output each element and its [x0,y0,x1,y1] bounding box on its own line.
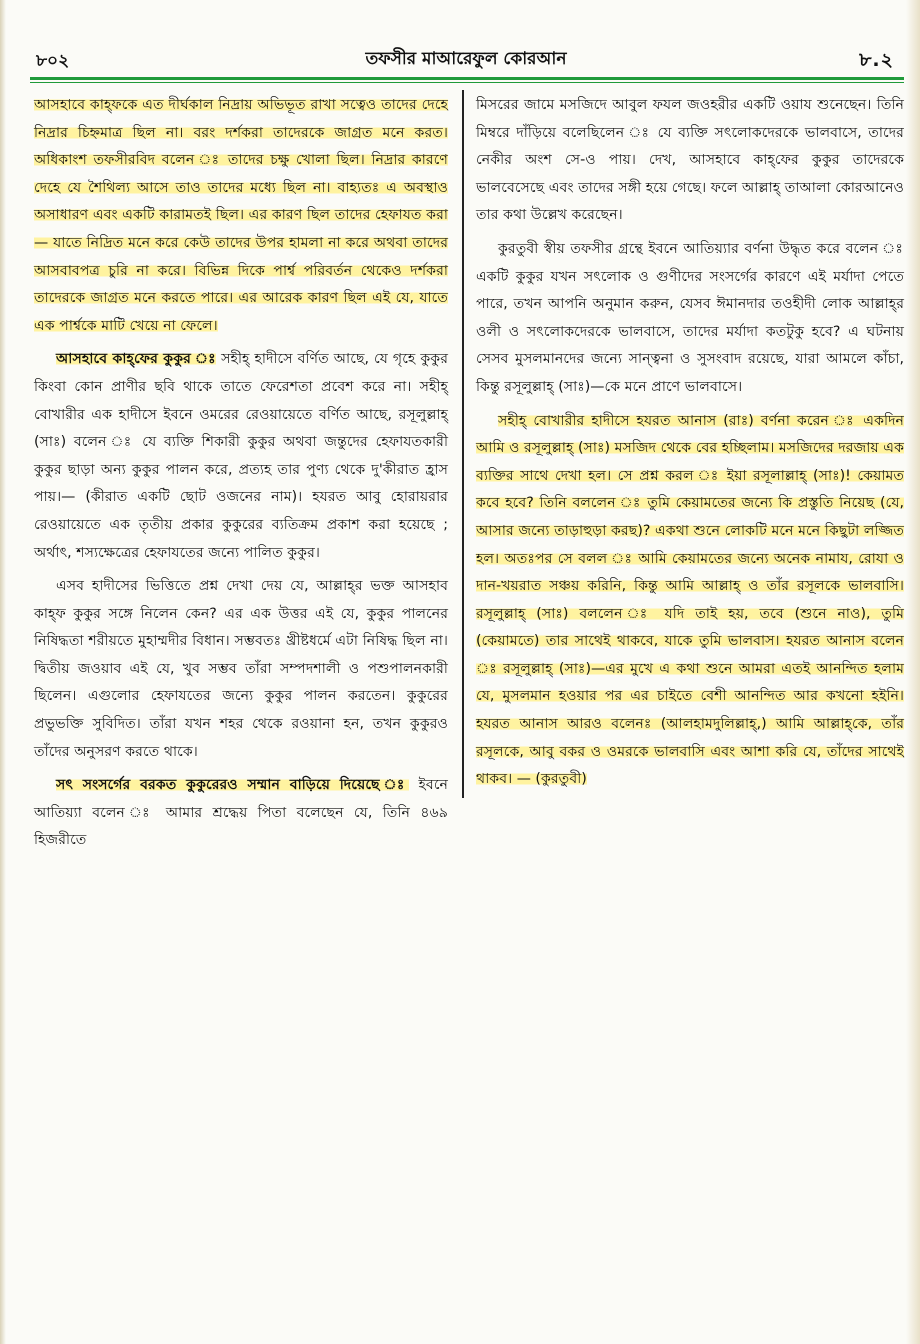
section-heading: আসহাবে কাহ্‌ফের কুকুর ঃ [56,351,217,368]
column-divider [462,90,464,798]
paragraph: এসব হাদীসের ভিত্তিতে প্রশ্ন দেখা দেয় যে, আল্লাহ্‌র ভক্ত আসহাব কাহ্‌ফ কুকুর সঙ্গে নিলেন কেন? এর এক উত্তর এই যে, কুকুর পালনের নিষিদ্ধতা শরীয়তে মুহাম্মদীর বিধান। সম্ভবতঃ খ্রীষ্টধর্মে এটা নিষিদ্ধ ছিল না। দ্বিতীয় জওয়াব এই যে, খুব সম্ভব তাঁরা সম্পদশালী ও পশুপালনকারী ছিলেন। এগুলোর হেফাযতের জন্যে কুকুর পালন করতেন। কুকুরের প্রভুভক্তি সুবিদিত। তাঁরা যখন শহর থেকে রওয়ানা হন, তখন কুকুরও তাঁদের অনুসরণ করতে থাকে। [34,578,448,760]
header-rule-thin [30,82,904,83]
page-number-left: ৮০২ [36,51,70,71]
paragraph: কুরতুবী স্বীয় তফসীর গ্রন্থে ইবনে আতিয়্যার বর্ণনা উদ্ধৃত করে বলেন ঃ একটি কুকুর যখন সৎলোক ও গুণীদের সংসর্গের কারণে এই মর্যাদা পেতে পারে, তখন আপনি অনুমান করুন, যেসব ঈমানদার তওহীদী লোক আল্লাহ্‌র ওলী ও সৎলোকদেরকে ভালবাসে, তাদের মর্যাদা কতটুকু হবে? এ ঘটনায় সেসব মুসলমানদের জন্যে সান্ত্বনা ও সুসংবাদ রয়েছে, যারা আমলে কাঁচা, কিন্তু রসূলুল্লাহ্‌ (সাঃ)—কে মনে প্রাণে ভালবাসে। [476,240,904,395]
running-title: তফসীর মাআরেফুল কোরআন [365,49,567,69]
page-edge-shadow-left [0,0,6,1344]
right-column [476,92,904,794]
section-heading: সৎ সংসর্গের বরকত কুকুরেরও সম্মান বাড়িয়ে দিয়েছে ঃ [56,777,410,794]
paragraph: আসহাবে কাহ্‌ফকে এত দীর্ঘকাল নিদ্রায় অভিভূত রাখা সত্বেও তাদের দেহে নিদ্রার চিহ্নমাত্র ছিল না। বরং দর্শকরা তাদেরকে জাগ্রত মনে করত। অধিকাংশ তফসীরবিদ বলেন ঃ তাদের চক্ষু খোলা ছিল। নিদ্রার কারণে দেহে যে শৈথিল্য আসে তাও তাদের মধ্যে ছিল না। বাহ্যতঃ এ অবস্থাও অসাধারণ এবং একটি কারামতই ছিল। এর কারণ ছিল তাদের হেফাযত করা — যাতে নিদ্রিত মনে করে কেউ তাদের উপর হামলা না করে অথবা তাদের আসবাবপত্র চুরি না করে। বিভিন্ন দিকে পার্শ্ব পরিবর্তন থেকেও দর্শকরা তাদেরকে জাগ্রত মনে করতে পারে। এর আরেক কারণ ছিল এই যে, যাতে এক পার্শ্বকে মাটি খেয়ে না ফেলে। [34,97,448,334]
paragraph: সৎ সংসর্গের বরকত কুকুরেরও সম্মান বাড়িয়ে দিয়েছে ঃ ইবনে আতিয়্যা বলেন ঃ আমার শ্রদ্ধেয় পিতা বলেছেন যে, তিনি ৪৬৯ হিজরীতে [34,777,448,849]
paragraph: আসহাবে কাহ্‌ফের কুকুর ঃ সহীহ্‌ হাদীসে বর্ণিত আছে, যে গৃহে কুকুর কিংবা কোন প্রাণীর ছবি থাকে তাতে ফেরেশতা প্রবেশ করে না। সহীহ্‌ বোখারীর এক হাদীসে ইবনে ওমরের রেওয়ায়েতে বর্ণিত আছে, রসূলুল্লাহ্‌ (সাঃ) বলেন ঃ যে ব্যক্তি শিকারী কুকুর অথবা জন্তুদের হেফাযতকারী কুকুর ছাড়া অন্য কুকুর পালন করে, প্রত্যহ তার পুণ্য থেকে দু'কীরাত হ্রাস পায়।— (কীরাত একটি ছোট ওজনের নাম)। হযরত আবু হোরায়রার রেওয়ায়েতে এক তৃতীয় প্রকার কুকুরের ব্যতিক্রম প্রকাশ করা হয়েছে ; অর্থাৎ, শস্যক্ষেত্রের হেফাযতের জন্যে পালিত কুকুর। [34,351,448,561]
running-header [30,44,902,74]
page-number-right: ৮.২ [859,49,894,71]
page-edge-shadow-right [906,0,920,1344]
paragraph: মিসরের জামে মসজিদে আবুল ফযল জওহরীর একটি ওয়ায শুনেছেন। তিনি মিম্বরে দাঁড়িয়ে বলেছিলেন ঃ যে ব্যক্তি সৎলোকদেরকে ভালবাসে, তাদের নেকীর অংশ সে-ও পায়। দেখ, আসহাবে কাহ্‌ফের কুকুর তাদেরকে ভালবেসেছে এবং তাদের সঙ্গী হয়ে গেছে। ফলে আল্লাহ্‌ তাআলা কোরআনেও তার কথা উল্লেখ করেছেন। [476,97,904,224]
header-rule [30,77,904,80]
paragraph: সহীহ্‌ বোখারীর হাদীসে হযরত আনাস (রাঃ) বর্ণনা করেন ঃ একদিন আমি ও রসূলুল্লাহ্‌ (সাঃ) মসজিদ থেকে বের হচ্ছিলাম। মসজিদের দরজায় এক ব্যক্তির সাথে দেখা হল। সে প্রশ্ন করল ঃ ইয়া রসূলাল্লাহ্‌ (সাঃ)! কেয়ামত কবে হবে? তিনি বললেন ঃ তুমি কেয়ামতের জন্যে কি প্রস্তুতি নিয়েছ (যে, আসার জন্যে তাড়াহুড়া করছ)? একথা শুনে লোকটি মনে মনে কিছুটা লজ্জিত হল। অতঃপর সে বলল ঃ আমি কেয়ামতের জন্যে অনেক নামায, রোযা ও দান-খয়রাত সঞ্চয় করিনি, কিন্তু আমি আল্লাহ্‌ ও তাঁর রসূলকে ভালবাসি। রসূলুল্লাহ্‌ (সাঃ) বললেন ঃ যদি তাই হয়, তবে (শুনে নাও), তুমি (কেয়ামতে) তার সাথেই থাকবে, যাকে তুমি ভালবাস। হযরত আনাস বলেন ঃ রসূলুল্লাহ্‌ (সাঃ)—এর মুখে এ কথা শুনে আমরা এতই আনন্দিত হলাম যে, মুসলমান হওয়ার পর এর চাইতে বেশী আনন্দিত আর কখনো হইনি। হযরত আনাস আরও বলেনঃ (আলহামদুলিল্লাহ্‌,) আমি আল্লাহ্‌কে, তাঁর রসূলকে, আবু বকর ও ওমরকে ভালবাসি এবং আশা করি যে, তাঁদের সাথেই থাকব। — (কুরতুবী) [476,412,904,788]
left-column [34,92,448,855]
